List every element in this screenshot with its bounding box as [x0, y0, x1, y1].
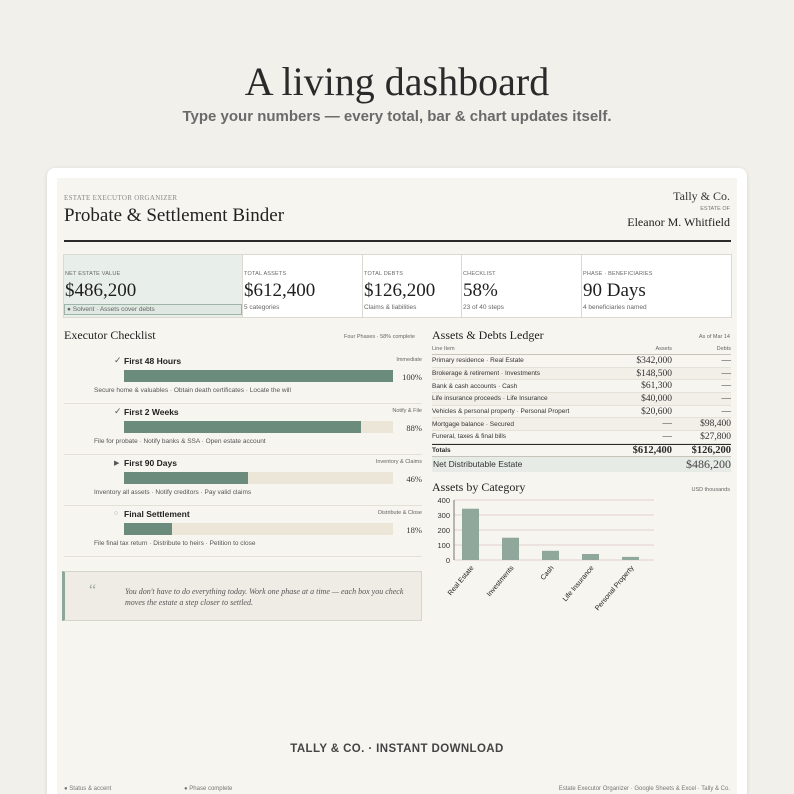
- asset-amount[interactable]: —: [662, 431, 672, 442]
- phase-tag: Immediate: [396, 357, 422, 363]
- binder-title: Probate & Settlement Binder: [64, 205, 285, 226]
- y-tick-label: 100: [437, 541, 450, 550]
- organizer-label: ESTATE EXECUTOR ORGANIZER: [64, 194, 178, 202]
- debt-amount[interactable]: —: [721, 393, 731, 404]
- kpi-total-assets: [243, 255, 363, 317]
- debt-amount[interactable]: —: [721, 381, 731, 392]
- phase-percent: 88%: [406, 423, 422, 433]
- progress-track: [124, 370, 393, 382]
- ledger-title: Assets & Debts Ledger: [432, 328, 544, 342]
- kpi-label: TOTAL DEBTS: [364, 271, 404, 277]
- y-tick-label: 0: [445, 556, 450, 565]
- check-icon[interactable]: ✓: [114, 355, 122, 365]
- net-estate-value: $486,200: [686, 456, 731, 471]
- phase-tasks: File final tax return · Distribute to heirs · Petition to close: [94, 540, 256, 547]
- asset-amount[interactable]: $148,500: [636, 368, 672, 379]
- asset-amount[interactable]: $342,000: [636, 355, 672, 366]
- kpi-value: $486,200: [65, 280, 137, 301]
- kpi-label: CHECKLIST: [463, 271, 496, 277]
- checklist-title: Executor Checklist: [64, 328, 156, 342]
- progress-fill: [124, 472, 248, 484]
- line-item[interactable]: Life insurance proceeds · Life Insurance: [432, 395, 548, 403]
- asset-amount[interactable]: —: [662, 419, 672, 430]
- kpi-checklist: [462, 255, 582, 317]
- debt-amount[interactable]: —: [721, 368, 731, 379]
- progress-track: [124, 523, 393, 535]
- kpi-sub: Claims & liabilities: [364, 304, 417, 311]
- bar: [542, 551, 559, 560]
- phase-name: First 48 Hours: [124, 356, 182, 366]
- column-header: Debts: [716, 346, 731, 352]
- progress-fill: [124, 421, 361, 433]
- net-estate-label: Net Distributable Estate: [433, 459, 523, 470]
- kpi-strip: [63, 254, 732, 318]
- estate-of-label: ESTATE OF: [700, 206, 730, 212]
- checklist-meta: Four Phases · 58% complete: [344, 334, 415, 340]
- ledger-row[interactable]: [432, 368, 731, 381]
- totals-assets: $612,400: [632, 444, 672, 456]
- phase-row[interactable]: [64, 454, 422, 506]
- chart-title: Assets by Category: [432, 480, 526, 494]
- footer-credit: Estate Executor Organizer · Google Sheets & Excel · Tally & Co.: [558, 786, 730, 792]
- ledger-rows: [432, 355, 731, 444]
- ledger-row[interactable]: [432, 393, 731, 406]
- assets-bar-chart: [426, 494, 666, 614]
- phase-name: First 2 Weeks: [124, 407, 179, 417]
- x-tick-label: Cash: [539, 564, 556, 582]
- line-item[interactable]: Bank & cash accounts · Cash: [432, 382, 518, 390]
- solvency-badge: ● Solvent · Assets cover debts: [64, 304, 242, 315]
- line-item[interactable]: Vehicles & personal property · Personal Propert: [432, 408, 570, 416]
- ledger-row[interactable]: [432, 380, 731, 393]
- ledger-row[interactable]: [432, 418, 731, 431]
- encouragement-quote: [62, 571, 422, 621]
- phase-tag: Inventory & Claims: [375, 459, 422, 465]
- phase-name: First 90 Days: [124, 458, 177, 468]
- kpi-value: 90 Days: [583, 280, 646, 301]
- x-tick-label: Personal Property: [594, 564, 636, 613]
- line-item[interactable]: Mortgage balance · Secured: [432, 420, 515, 428]
- ledger-row[interactable]: [432, 431, 731, 444]
- kpi-label: PHASE · BENEFICIARIES: [583, 271, 653, 277]
- line-item[interactable]: Funeral, taxes & final bills: [432, 433, 507, 441]
- asset-amount[interactable]: $61,300: [641, 381, 672, 392]
- kpi-sub: 23 of 40 steps: [463, 304, 504, 311]
- y-tick-label: 200: [437, 526, 450, 535]
- ledger-totals-row: [432, 444, 731, 457]
- column-header: Assets: [655, 346, 672, 352]
- kpi-label: TOTAL ASSETS: [244, 271, 287, 277]
- debt-amount[interactable]: $98,400: [700, 419, 731, 430]
- x-tick-label: Life Insurance: [561, 564, 596, 603]
- kpi-phase: [582, 255, 731, 317]
- y-tick-label: 300: [437, 511, 450, 520]
- debt-amount[interactable]: —: [721, 406, 731, 417]
- line-item[interactable]: Primary residence · Real Estate: [432, 357, 524, 365]
- net-estate-row: [432, 457, 731, 472]
- debt-amount[interactable]: —: [721, 355, 731, 366]
- legend-phase: ● Phase complete: [184, 786, 233, 792]
- x-tick-label: Investments: [485, 564, 516, 599]
- kpi-value: $612,400: [244, 280, 316, 301]
- phase-tasks: Inventory all assets · Notify creditors · Pay valid claims: [94, 489, 252, 496]
- progress-track: [124, 472, 393, 484]
- kpi-value: $126,200: [364, 280, 436, 301]
- play-icon[interactable]: ▶: [114, 460, 120, 467]
- chart-units: USD thousands: [691, 487, 730, 493]
- ledger-row[interactable]: [432, 406, 731, 419]
- bar: [582, 554, 599, 560]
- hero-subtitle: Type your numbers — every total, bar & chart updates itself.: [182, 108, 612, 125]
- hero-title: A living dashboard: [244, 59, 550, 104]
- kpi-sub: 4 beneficiaries named: [583, 304, 647, 311]
- phase-name: Final Settlement: [124, 509, 190, 519]
- progress-fill: [124, 370, 393, 382]
- phase-row[interactable]: [64, 403, 422, 455]
- header-rule: [64, 240, 731, 242]
- column-header: Line Item: [432, 346, 455, 352]
- ledger-row[interactable]: [432, 355, 731, 368]
- brand-name: Tally & Co.: [673, 189, 730, 203]
- circle-icon[interactable]: ○: [114, 510, 119, 517]
- check-icon[interactable]: ✓: [114, 406, 122, 416]
- bar: [502, 538, 519, 560]
- kpi-sub: 5 categories: [244, 304, 280, 311]
- totals-debts: $126,200: [691, 444, 731, 456]
- progress-fill: [124, 523, 172, 535]
- phase-row[interactable]: [64, 505, 422, 557]
- kpi-net-estate: [64, 255, 243, 317]
- phase-tasks: File for probate · Notify banks & SSA · Open estate account: [94, 438, 266, 445]
- phase-row[interactable]: [64, 352, 422, 404]
- asset-amount[interactable]: $20,600: [641, 406, 672, 417]
- quote-mark-icon: “: [89, 582, 97, 599]
- phase-tasks: Secure home & valuables · Obtain death certificates · Locate the will: [94, 387, 291, 394]
- bar: [622, 557, 639, 560]
- kpi-value: 58%: [463, 280, 498, 301]
- debt-amount[interactable]: $27,800: [700, 431, 731, 442]
- bar: [462, 509, 479, 560]
- phase-tag: Distribute & Close: [377, 510, 422, 516]
- quote-text: You don't have to do everything today. Work one phase at a time — each box you check moves the estate a step closer to settled.: [125, 587, 404, 607]
- progress-track: [124, 421, 393, 433]
- footer-brand: TALLY & CO. · INSTANT DOWNLOAD: [290, 743, 504, 755]
- ledger-date: As of Mar 14: [698, 334, 730, 340]
- ledger-table: [432, 344, 731, 472]
- kpi-total-debts: [363, 255, 462, 317]
- asset-amount[interactable]: $40,000: [641, 393, 672, 404]
- line-item[interactable]: Brokerage & retirement · Investments: [432, 370, 541, 378]
- totals-label: Totals: [432, 446, 451, 454]
- phase-tag: Notify & File: [392, 408, 422, 414]
- y-tick-label: 400: [437, 496, 450, 505]
- phase-percent: 100%: [402, 372, 422, 382]
- estate-name[interactable]: Eleanor M. Whitfield: [627, 215, 730, 229]
- legend-status: ● Status & accent: [64, 786, 112, 792]
- x-tick-label: Real Estate: [446, 564, 476, 598]
- ledger-header: [432, 344, 731, 355]
- phase-percent: 46%: [406, 474, 422, 484]
- phase-percent: 18%: [406, 525, 422, 535]
- kpi-label: NET ESTATE VALUE: [65, 271, 121, 277]
